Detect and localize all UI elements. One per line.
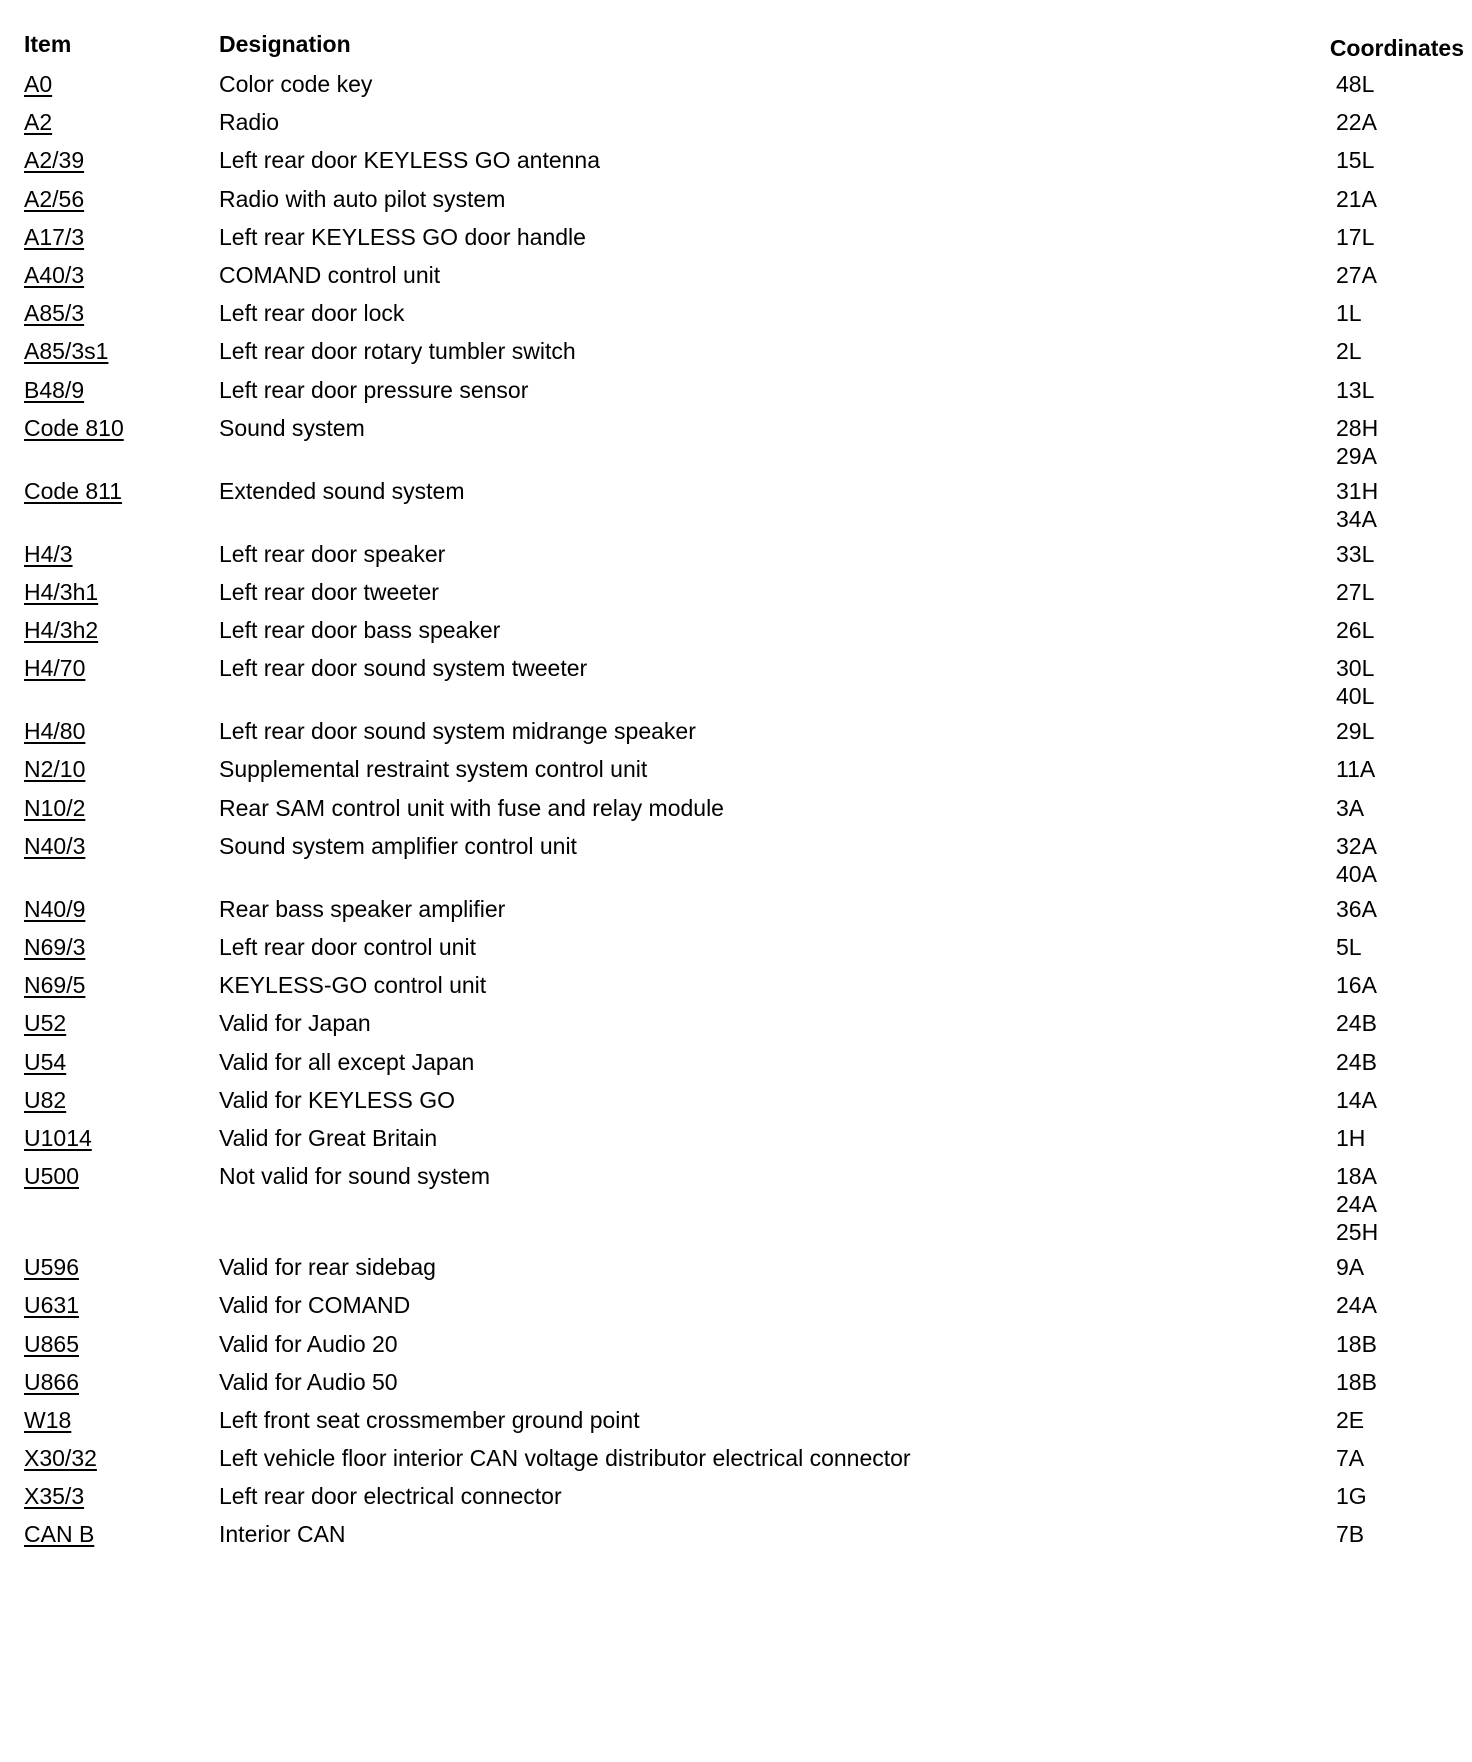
item-link[interactable]: A2/56 bbox=[24, 185, 85, 212]
item-link[interactable]: Code 811 bbox=[24, 477, 123, 504]
table-row bbox=[24, 755, 1464, 783]
coordinate-value: 17L bbox=[1336, 223, 1375, 250]
legend-header bbox=[24, 26, 1464, 70]
coordinates-cell bbox=[1336, 971, 1426, 999]
header-item: Item bbox=[24, 31, 72, 57]
coordinates-cell bbox=[1336, 1009, 1426, 1037]
designation-text: Valid for KEYLESS GO bbox=[219, 1086, 456, 1113]
item-link[interactable]: X30/32 bbox=[24, 1445, 97, 1472]
item-link[interactable]: X35/3 bbox=[24, 1483, 85, 1510]
coordinates-cell bbox=[1336, 376, 1426, 404]
coordinate-value: 27A bbox=[1336, 261, 1377, 288]
coordinate-value: 40L bbox=[1336, 683, 1375, 710]
coordinates-cell bbox=[1336, 654, 1426, 710]
item-link[interactable]: N40/3 bbox=[24, 832, 86, 859]
table-row bbox=[24, 717, 1464, 745]
coordinates-cell bbox=[1336, 1086, 1426, 1114]
coordinates-cell bbox=[1336, 1406, 1426, 1434]
designation-text: Extended sound system bbox=[219, 477, 465, 504]
table-row bbox=[24, 971, 1464, 999]
coordinates-cell bbox=[1336, 895, 1426, 923]
coordinate-value: 27L bbox=[1336, 578, 1375, 605]
designation-text: Left rear door sound system midrange speaker bbox=[219, 718, 696, 745]
coordinates-cell bbox=[1336, 578, 1426, 606]
coordinate-value: 28H bbox=[1336, 414, 1379, 441]
coordinate-value: 24A bbox=[1336, 1292, 1377, 1319]
designation-text: Supplemental restraint system control unit bbox=[219, 756, 648, 783]
coordinate-value: 11A bbox=[1336, 756, 1376, 783]
item-link[interactable]: U866 bbox=[24, 1368, 79, 1395]
designation-text: Left rear door control unit bbox=[219, 934, 476, 960]
item-link[interactable]: U596 bbox=[24, 1254, 79, 1281]
item-link[interactable]: H4/80 bbox=[24, 718, 86, 745]
coordinates-cell bbox=[1336, 108, 1426, 136]
coordinates-cell bbox=[1336, 1368, 1426, 1396]
coordinate-value: 1H bbox=[1336, 1124, 1366, 1151]
coordinate-value: 32A bbox=[1336, 832, 1377, 859]
designation-text: Valid for all except Japan bbox=[219, 1048, 475, 1075]
table-row bbox=[24, 1009, 1464, 1037]
coordinate-value: 18A bbox=[1336, 1163, 1377, 1190]
table-row bbox=[24, 794, 1464, 822]
item-link[interactable]: A85/3s1 bbox=[24, 338, 109, 365]
designation-text: Left rear door rotary tumbler switch bbox=[219, 338, 576, 365]
item-link[interactable]: N69/3 bbox=[24, 934, 86, 960]
designation-text: Color code key bbox=[219, 71, 373, 97]
item-link[interactable]: A0 bbox=[24, 71, 53, 97]
coordinates-cell bbox=[1336, 1124, 1426, 1152]
table-row bbox=[24, 1330, 1464, 1358]
table-row bbox=[24, 895, 1464, 923]
designation-text: Left front seat crossmember ground point bbox=[219, 1406, 640, 1433]
coordinates-cell bbox=[1336, 223, 1426, 251]
coordinate-value: 7B bbox=[1336, 1521, 1365, 1548]
designation-text: Left rear door lock bbox=[219, 300, 405, 327]
coordinate-value: 7A bbox=[1336, 1445, 1365, 1472]
coordinates-cell bbox=[1336, 1520, 1426, 1548]
coordinates-cell bbox=[1336, 933, 1426, 961]
designation-text: Valid for Japan bbox=[219, 1010, 371, 1037]
table-row bbox=[24, 70, 1464, 98]
designation-text: Rear bass speaker amplifier bbox=[219, 895, 506, 922]
coordinates-cell bbox=[1336, 1291, 1426, 1319]
designation-text: COMAND control unit bbox=[219, 261, 441, 288]
designation-text: Not valid for sound system bbox=[219, 1163, 491, 1190]
table-row bbox=[24, 414, 1464, 470]
designation-text: Left rear door tweeter bbox=[219, 578, 439, 605]
item-link[interactable]: H4/3h2 bbox=[24, 617, 99, 644]
coordinate-value: 34A bbox=[1336, 505, 1377, 532]
coordinate-value: 29A bbox=[1336, 442, 1377, 469]
designation-text: Left rear door speaker bbox=[219, 540, 446, 567]
table-row bbox=[24, 185, 1464, 213]
table-row bbox=[24, 616, 1464, 644]
table-row bbox=[24, 223, 1464, 251]
coordinates-cell bbox=[1336, 185, 1426, 213]
designation-text: Left rear KEYLESS GO door handle bbox=[219, 223, 586, 250]
item-link[interactable]: A17/3 bbox=[24, 223, 85, 250]
coordinates-cell bbox=[1336, 1253, 1426, 1281]
table-row bbox=[24, 540, 1464, 568]
item-link[interactable]: U1014 bbox=[24, 1124, 92, 1151]
table-row bbox=[24, 654, 1464, 710]
coordinate-value: 2L bbox=[1336, 338, 1362, 365]
item-link[interactable]: H4/3 bbox=[24, 540, 73, 567]
coordinates-cell bbox=[1336, 1162, 1426, 1246]
coordinates-cell bbox=[1336, 337, 1426, 365]
item-link[interactable]: U52 bbox=[24, 1010, 67, 1037]
coordinate-value: 26L bbox=[1336, 617, 1375, 644]
coordinates-cell bbox=[1336, 794, 1426, 822]
item-link[interactable]: B48/9 bbox=[24, 376, 85, 403]
coordinate-value: 30L bbox=[1336, 655, 1375, 682]
item-link[interactable]: N10/2 bbox=[24, 794, 86, 821]
header-coordinates: Coordinates bbox=[1329, 35, 1464, 61]
coordinate-value: 1G bbox=[1336, 1483, 1367, 1510]
coordinates-cell bbox=[1336, 477, 1426, 533]
coordinates-cell bbox=[1336, 616, 1426, 644]
coordinate-value: 14A bbox=[1336, 1086, 1377, 1113]
coordinates-cell bbox=[1336, 832, 1426, 888]
coordinate-value: 24A bbox=[1336, 1191, 1377, 1218]
designation-text: Left rear door electrical connector bbox=[219, 1483, 562, 1510]
designation-text: Radio bbox=[219, 109, 280, 136]
coordinates-cell bbox=[1336, 1330, 1426, 1358]
coordinate-value: 29L bbox=[1336, 718, 1375, 745]
coordinate-value: 25H bbox=[1336, 1219, 1379, 1246]
table-row bbox=[24, 1048, 1464, 1076]
item-link[interactable]: A2/39 bbox=[24, 147, 85, 174]
table-row bbox=[24, 337, 1464, 365]
item-link[interactable]: U631 bbox=[24, 1292, 79, 1319]
item-link[interactable]: Code 810 bbox=[24, 414, 124, 441]
designation-text: Valid for Great Britain bbox=[219, 1124, 438, 1151]
coordinate-value: 36A bbox=[1336, 895, 1377, 922]
table-row bbox=[24, 933, 1464, 961]
item-link[interactable]: A40/3 bbox=[24, 261, 85, 288]
coordinates-cell bbox=[1336, 146, 1426, 174]
coordinate-value: 15L bbox=[1336, 147, 1375, 174]
coordinate-value: 24B bbox=[1336, 1010, 1377, 1037]
table-row bbox=[24, 1124, 1464, 1152]
coordinate-value: 18B bbox=[1336, 1330, 1377, 1357]
coordinate-value: 5L bbox=[1336, 934, 1362, 960]
coordinate-value: 40A bbox=[1336, 860, 1377, 887]
coordinate-value: 18B bbox=[1336, 1368, 1377, 1395]
coordinate-value: 13L bbox=[1336, 376, 1375, 403]
item-link[interactable]: N40/9 bbox=[24, 895, 86, 922]
table-row bbox=[24, 1086, 1464, 1114]
coordinate-value: 16A bbox=[1336, 972, 1377, 999]
designation-text: Valid for COMAND bbox=[219, 1292, 411, 1319]
table-row bbox=[24, 477, 1464, 533]
table-row bbox=[24, 1482, 1464, 1510]
coordinate-value: 9A bbox=[1336, 1254, 1365, 1281]
designation-text: Sound system amplifier control unit bbox=[219, 832, 577, 859]
designation-text: Left vehicle floor interior CAN voltage distributor electrical connector bbox=[219, 1445, 911, 1472]
coordinate-value: 3A bbox=[1336, 794, 1365, 821]
designation-text: KEYLESS-GO control unit bbox=[219, 972, 487, 999]
coordinates-cell bbox=[1336, 1444, 1426, 1472]
coordinate-value: 48L bbox=[1336, 71, 1375, 97]
coordinate-value: 1L bbox=[1336, 300, 1362, 327]
designation-text: Left rear door bass speaker bbox=[219, 617, 501, 644]
item-link[interactable]: W18 bbox=[24, 1406, 72, 1433]
designation-text: Radio with auto pilot system bbox=[219, 185, 506, 212]
item-link[interactable]: U82 bbox=[24, 1086, 67, 1113]
designation-text: Valid for Audio 20 bbox=[219, 1330, 398, 1357]
table-row bbox=[24, 1406, 1464, 1434]
item-link[interactable]: N2/10 bbox=[24, 756, 86, 783]
coordinate-value: 31H bbox=[1336, 477, 1379, 504]
table-row bbox=[24, 261, 1464, 289]
coordinate-value: 22A bbox=[1336, 109, 1377, 136]
table-row bbox=[24, 146, 1464, 174]
designation-text: Left rear door sound system tweeter bbox=[219, 655, 588, 682]
coordinates-cell bbox=[1336, 70, 1426, 98]
table-row bbox=[24, 1291, 1464, 1319]
item-link[interactable]: A2 bbox=[24, 109, 53, 136]
designation-text: Valid for Audio 50 bbox=[219, 1368, 398, 1395]
item-link[interactable]: U865 bbox=[24, 1330, 79, 1357]
table-row bbox=[24, 1444, 1464, 1472]
designation-text: Left rear door KEYLESS GO antenna bbox=[219, 147, 601, 174]
coordinates-cell bbox=[1336, 414, 1426, 470]
item-link[interactable]: H4/3h1 bbox=[24, 578, 99, 605]
table-row bbox=[24, 376, 1464, 404]
table-row bbox=[24, 578, 1464, 606]
coordinate-value: 2E bbox=[1336, 1406, 1365, 1433]
coordinates-cell bbox=[1336, 261, 1426, 289]
item-link[interactable]: N69/5 bbox=[24, 972, 86, 999]
coordinates-cell bbox=[1336, 1482, 1426, 1510]
table-row bbox=[24, 832, 1464, 888]
item-link[interactable]: A85/3 bbox=[24, 300, 85, 327]
coordinates-cell bbox=[1336, 299, 1426, 327]
table-row bbox=[24, 1162, 1464, 1246]
table-row bbox=[24, 1368, 1464, 1396]
item-link[interactable]: U500 bbox=[24, 1163, 79, 1190]
item-link[interactable]: H4/70 bbox=[24, 655, 86, 682]
table-row bbox=[24, 108, 1464, 136]
coordinates-cell bbox=[1336, 755, 1426, 783]
coordinate-value: 24B bbox=[1336, 1048, 1377, 1075]
designation-text: Sound system bbox=[219, 414, 365, 441]
table-row bbox=[24, 1253, 1464, 1281]
component-legend-table bbox=[24, 26, 1464, 1559]
designation-text: Interior CAN bbox=[219, 1521, 346, 1548]
table-row bbox=[24, 299, 1464, 327]
header-designation: Designation bbox=[219, 31, 351, 57]
coordinate-value: 21A bbox=[1336, 185, 1377, 212]
item-link[interactable]: CAN B bbox=[24, 1521, 95, 1548]
coordinates-cell bbox=[1336, 540, 1426, 568]
coordinate-value: 33L bbox=[1336, 540, 1375, 567]
item-link[interactable]: U54 bbox=[24, 1048, 67, 1075]
designation-text: Left rear door pressure sensor bbox=[219, 376, 529, 403]
designation-text: Valid for rear sidebag bbox=[219, 1254, 436, 1281]
coordinates-cell bbox=[1336, 717, 1426, 745]
table-row bbox=[24, 1520, 1464, 1548]
legend-rows bbox=[24, 70, 1464, 1548]
coordinates-cell bbox=[1336, 1048, 1426, 1076]
designation-text: Rear SAM control unit with fuse and relay module bbox=[219, 794, 724, 821]
